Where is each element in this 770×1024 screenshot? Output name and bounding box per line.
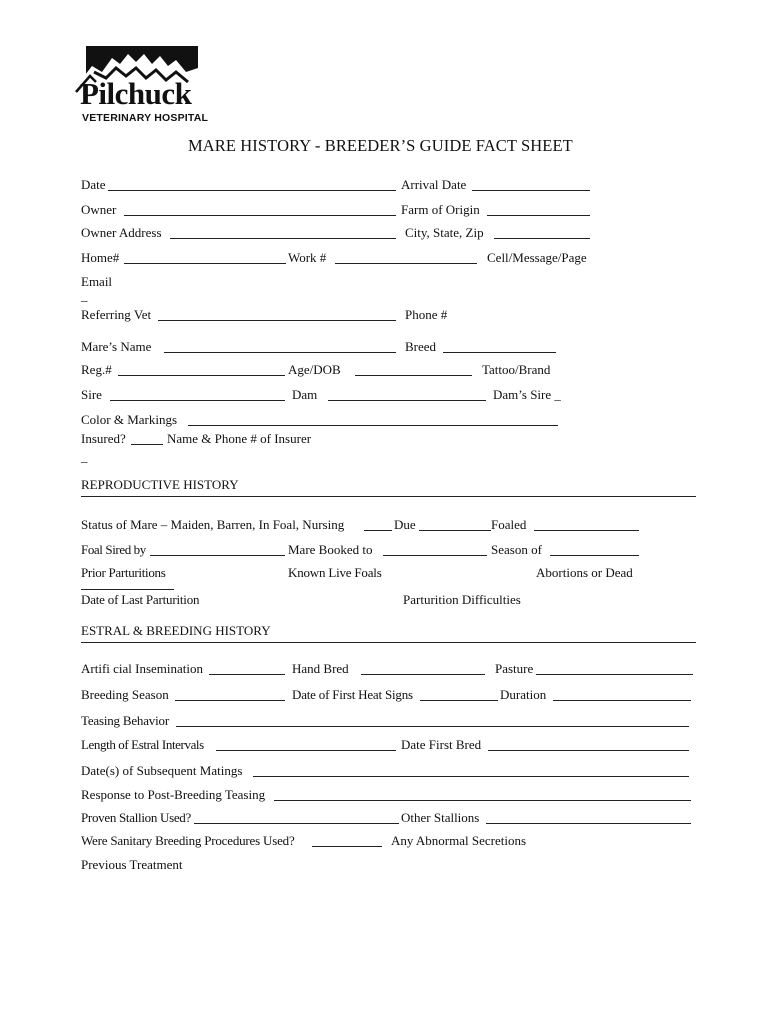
hand-bred-label: Hand Bred xyxy=(292,661,349,676)
estral-intervals-field[interactable] xyxy=(216,750,396,751)
post-breeding-label: Response to Post-Breeding Teasing xyxy=(81,787,266,802)
date-last-parturition-label: Date of Last Parturition xyxy=(81,592,200,607)
previous-treatment-label: Previous Treatment xyxy=(81,857,183,872)
first-heat-field[interactable] xyxy=(420,700,498,701)
home-phone-field[interactable] xyxy=(124,263,286,264)
work-phone-field[interactable] xyxy=(335,263,477,264)
post-breeding-field[interactable] xyxy=(274,800,691,801)
pasture-label: Pasture xyxy=(495,661,534,676)
breed-field[interactable] xyxy=(443,352,556,353)
mare-booked-to-label: Mare Booked to xyxy=(288,542,373,557)
reproductive-history-heading: REPRODUCTIVE HISTORY xyxy=(81,477,239,492)
foaled-label: Foaled xyxy=(491,517,527,532)
page-title: MARE HISTORY - BREEDER’S GUIDE FACT SHEET xyxy=(188,136,573,155)
farm-of-origin-label: Farm of Origin xyxy=(401,202,480,217)
due-field[interactable] xyxy=(419,530,491,531)
other-stallions-label: Other Stallions xyxy=(401,810,480,825)
insurer-label: Name & Phone # of Insurer xyxy=(167,431,312,446)
arrival-date-field[interactable] xyxy=(472,190,590,191)
insured-label: Insured? xyxy=(81,431,126,446)
referring-vet-label: Referring Vet xyxy=(81,307,152,322)
owner-label: Owner xyxy=(81,202,117,217)
teasing-behavior-field[interactable] xyxy=(176,726,689,727)
date-field[interactable] xyxy=(108,190,396,191)
dam-field[interactable] xyxy=(328,400,486,401)
abortions-dead-label: Abortions or Dead xyxy=(536,565,633,580)
sanitary-procedures-field[interactable] xyxy=(312,846,382,847)
date-label: Date xyxy=(81,177,106,192)
mares-name-field[interactable] xyxy=(164,352,396,353)
reg-field[interactable] xyxy=(118,375,285,376)
other-stallions-field[interactable] xyxy=(486,823,691,824)
mare-status-field[interactable] xyxy=(364,530,392,531)
reg-label: Reg.# xyxy=(81,362,112,377)
estral-intervals-label: Length of Estral Intervals xyxy=(81,737,204,752)
insured-field[interactable] xyxy=(131,444,163,445)
age-dob-field[interactable] xyxy=(355,375,472,376)
mare-booked-to-field[interactable] xyxy=(383,555,487,556)
foaled-field[interactable] xyxy=(534,530,639,531)
owner-field[interactable] xyxy=(124,215,396,216)
ai-label: Artifi cial Insemination xyxy=(81,661,204,676)
breeding-season-field[interactable] xyxy=(175,700,285,701)
season-of-label: Season of xyxy=(491,542,542,557)
insurer-field[interactable]: _ xyxy=(81,449,88,464)
phone-label: Phone # xyxy=(405,307,448,322)
breeding-season-label: Breeding Season xyxy=(81,687,169,702)
email-label: Email xyxy=(81,274,113,289)
color-markings-label: Color & Markings xyxy=(81,412,178,427)
date-first-bred-field[interactable] xyxy=(488,750,689,751)
estral-breeding-heading: ESTRAL & BREEDING HISTORY xyxy=(81,623,271,638)
proven-stallion-label: Proven Stallion Used? xyxy=(81,810,191,825)
tattoo-brand-label: Tattoo/Brand xyxy=(482,362,551,377)
subsequent-matings-field[interactable] xyxy=(253,776,689,777)
prior-parturitions-field[interactable] xyxy=(81,589,174,590)
email-field[interactable]: _ xyxy=(81,288,88,303)
work-phone-label: Work # xyxy=(288,250,327,265)
city-state-zip-label: City, State, Zip xyxy=(405,225,484,240)
date-first-bred-label: Date First Bred xyxy=(401,737,482,752)
section-divider xyxy=(81,642,696,643)
due-label: Due xyxy=(394,517,416,532)
pasture-field[interactable] xyxy=(536,674,693,675)
mare-status-label: Status of Mare – Maiden, Barren, In Foal, Nursing xyxy=(81,517,345,532)
farm-of-origin-field[interactable] xyxy=(487,215,590,216)
duration-label: Duration xyxy=(500,687,547,702)
parturition-difficulties-label: Parturition Difficulties xyxy=(403,592,521,607)
age-dob-label: Age/DOB xyxy=(288,362,341,377)
owner-address-field[interactable] xyxy=(170,238,396,239)
cell-label: Cell/Message/Page xyxy=(487,250,587,265)
first-heat-label: Date of First Heat Signs xyxy=(292,687,413,702)
referring-vet-field[interactable] xyxy=(158,320,396,321)
logo-name: Pilchuck xyxy=(80,76,192,111)
sire-field[interactable] xyxy=(110,400,285,401)
season-of-field[interactable] xyxy=(550,555,639,556)
city-state-zip-field[interactable] xyxy=(494,238,590,239)
owner-address-label: Owner Address xyxy=(81,225,162,240)
ai-field[interactable] xyxy=(209,674,285,675)
home-phone-label: Home# xyxy=(81,250,120,265)
section-divider xyxy=(81,496,696,497)
logo-subtitle: VETERINARY HOSPITAL xyxy=(82,112,209,124)
hand-bred-field[interactable] xyxy=(361,674,485,675)
breed-label: Breed xyxy=(405,339,437,354)
pilchuck-logo xyxy=(72,42,212,126)
abnormal-secretions-label: Any Abnormal Secretions xyxy=(391,833,527,848)
color-markings-field[interactable] xyxy=(188,425,558,426)
dams-sire-label: Dam’s Sire _ xyxy=(493,387,561,402)
proven-stallion-field[interactable] xyxy=(194,823,399,824)
duration-field[interactable] xyxy=(553,700,691,701)
sanitary-procedures-label: Were Sanitary Breeding Procedures Used? xyxy=(81,833,295,848)
known-live-foals-label: Known Live Foals xyxy=(288,565,382,580)
teasing-behavior-label: Teasing Behavior xyxy=(81,713,169,728)
dam-label: Dam xyxy=(292,387,318,402)
foal-sired-by-label: Foal Sired by xyxy=(81,542,146,557)
arrival-date-label: Arrival Date xyxy=(401,177,467,192)
sire-label: Sire xyxy=(81,387,102,402)
subsequent-matings-label: Date(s) of Subsequent Matings xyxy=(81,763,243,778)
foal-sired-by-field[interactable] xyxy=(150,555,285,556)
prior-parturitions-label: Prior Parturitions xyxy=(81,565,166,580)
mares-name-label: Mare’s Name xyxy=(81,339,152,354)
